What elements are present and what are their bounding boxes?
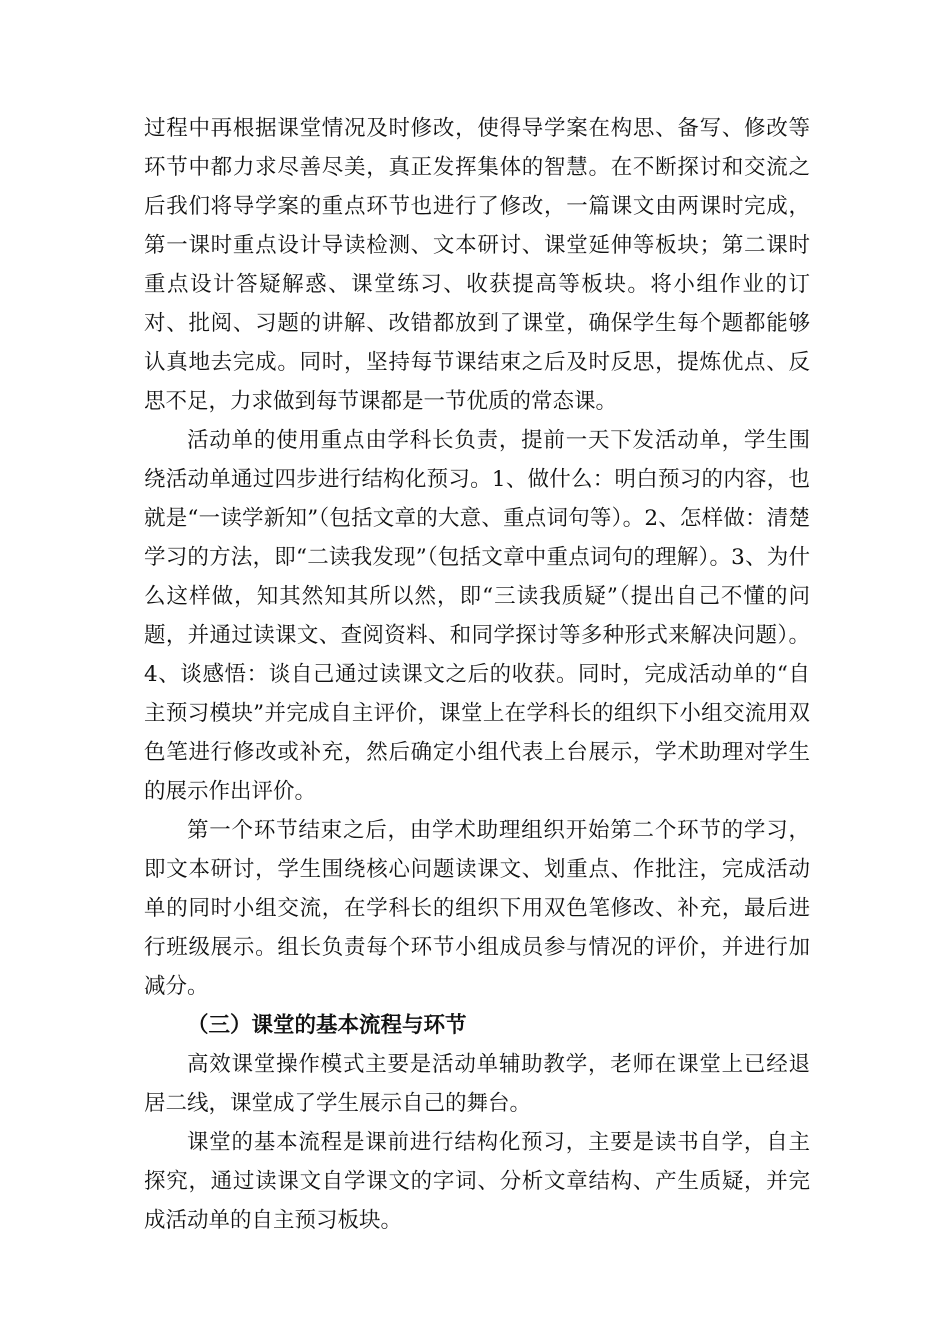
document-body [144,109,810,1240]
section-heading: （三）课堂的基本流程与环节 [187,1013,467,1038]
paragraph-text-study: 第一个环节结束之后，由学术助理组织开始第二个环节的学习，即文本研讨，学生围绕核心问题读课文、划重点、作批注，完成活动单的同时小组交流，在学科长的组织下用双色笔修改、补充，最后进行班级展示。组长负责每个环节小组成员参与情况的评价，并进行加减分。 [144,818,810,999]
paragraph-basic-process: 课堂的基本流程是课前进行结构化预习，主要是读书自学，自主探究，通过读课文自学课文的字词、分析文章结构、产生质疑，并完成活动单的自主预习板块。 [144,1130,810,1233]
paragraph-continuation: 过程中再根据课堂情况及时修改，使得导学案在构思、备写、修改等环节中都力求尽善尽美，真正发挥集体的智慧。在不断探讨和交流之后我们将导学案的重点环节也进行了修改，一篇课文由两课时完成，第一课时重点设计导读检测、文本研讨、课堂延伸等板块；第二课时重点设计答疑解惑、课堂练习、收获提高等板块。将小组作业的订对、批阅、习题的讲解、改错都放到了课堂，确保学生每个题都能够认真地去完成。同时，坚持每节课结束之后及时反思，提炼优点、反思不足，力求做到每节课都是一节优质的常态课。 [144,116,810,414]
paragraph-efficient-classroom: 高效课堂操作模式主要是活动单辅助教学，老师在课堂上已经退居二线，课堂成了学生展示自己的舞台。 [144,1052,810,1116]
paragraph-activity-sheet: 活动单的使用重点由学科长负责，提前一天下发活动单，学生围绕活动单通过四步进行结构化预习。1、做什么：明白预习的内容，也就是“一读学新知”（包括文章的大意、重点词句等）。2、怎样做：清楚学习的方法，即“二读我发现”（包括文章中重点词句的理解）。3、为什么这样做，知其然知其所以然，即“三读我质疑”（提出自己不懂的问题，并通过读课文、查阅资料、和同学探讨等多种形式来解决问题）。4、谈感悟：谈自己通过读课文之后的收获。同时，完成活动单的“自主预习模块”并完成自主评价，课堂上在学科长的组织下小组交流用双色笔进行修改或补充，然后确定小组代表上台展示，学术助理对学生的展示作出评价。 [144,428,810,804]
